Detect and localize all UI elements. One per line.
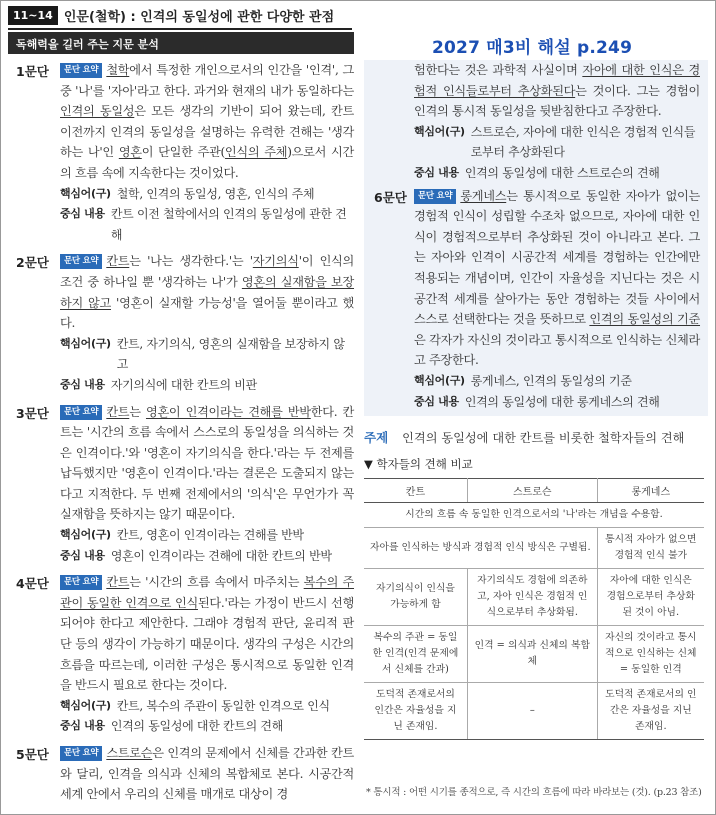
main-content-text: 인격의 동일성에 대한 스트로슨의 견해 — [464, 165, 660, 180]
paragraph-label: 2문단 — [16, 255, 49, 271]
comparison-cell: 자아에 대한 인식은 경험으로부터 추상화된 것이 아님. — [597, 569, 704, 626]
main-content-text: 자기의식에 대한 칸트의 비판 — [110, 377, 257, 392]
main-content-row — [60, 716, 354, 737]
paragraph-1 — [8, 60, 354, 245]
paragraph-6-label: 6문단 — [374, 189, 407, 205]
source-watermark: 2027 매3비 해설 p.249 — [432, 38, 633, 58]
main-content-label: 중심 내용 — [414, 165, 459, 179]
comparison-cell: 통시적 자아가 없으면 경험적 인식 불가 — [597, 528, 704, 569]
paragraph-text — [60, 402, 354, 526]
topic-row — [364, 428, 708, 448]
text-segment: 는 '시간의 흐름 속에서 마주치는 — [129, 575, 304, 590]
comparison-cell: 인격 = 의식과 신체의 복합체 — [467, 626, 597, 683]
core-keywords-text: 칸트, 영혼이 인격이라는 견해를 반박 — [116, 528, 304, 543]
main-content-label: 중심 내용 — [60, 548, 105, 562]
text-segment: 은 각자가 자신의 것이라고 통시적으로 인식하는 신체라고 주장한다. — [414, 332, 700, 368]
paragraph-label: 3문단 — [16, 405, 49, 421]
comparison-header-row — [364, 479, 704, 503]
underlined-key-phrase: 인격의 동일성 — [60, 104, 135, 119]
topic-label: 주제 — [364, 430, 389, 446]
core-keywords-label: 핵심어(구) — [414, 373, 465, 387]
core-keywords-label: 핵심어(구) — [60, 698, 111, 712]
core-keywords-text: 롱게네스, 인격의 동일성의 기준 — [470, 373, 632, 388]
comparison-cell: 복수의 주관 = 동일한 인격(인격 문제에서 신체를 간과) — [364, 626, 467, 683]
main-content-row — [60, 546, 354, 567]
comparison-cell: 자아를 인식하는 방식과 경험적 인식 방식은 구별됨. — [364, 528, 597, 569]
summary-badge: 문단 요약 — [60, 405, 102, 420]
passage-title: 인문(철학) : 인격의 동일성에 관한 다양한 관점 — [63, 9, 335, 25]
main-content-row — [414, 392, 700, 413]
topic-text: 인격의 동일성에 대한 칸트를 비롯한 철학자들의 견해 — [402, 431, 685, 446]
core-keywords-label: 핵심어(구) — [414, 124, 465, 138]
underlined-key-phrase: 철학 — [106, 63, 130, 77]
question-header — [2, 4, 714, 26]
main-content-label: 중심 내용 — [414, 394, 459, 408]
main-content-text: 인격의 동일성에 대한 칸트의 견해 — [110, 719, 283, 734]
comparison-cell: – — [467, 683, 597, 740]
core-keywords-text: 칸트, 자기의식, 영혼의 실재함을 보장하지 않고 — [116, 336, 345, 372]
question-number-badge: 11~14 — [8, 6, 58, 25]
text-segment: '이 인식의 조건 중 하나일 뿐 '생각하는 나'가 — [60, 254, 354, 289]
underlined-key-phrase: 영혼 — [118, 145, 142, 160]
paragraph-5 — [8, 743, 354, 805]
header-longuenesse: 롱게네스 — [597, 479, 704, 503]
main-content-row — [60, 375, 354, 396]
main-content-row — [372, 163, 700, 184]
paragraph-6-text — [414, 186, 700, 371]
analysis-continuation — [364, 60, 708, 416]
paragraph-text — [60, 743, 354, 805]
comparison-title: ▼ 학자들의 견해 비교 — [364, 457, 473, 472]
underlined-key-phrase: 자아에 대한 인식은 경험적 인식들로부터 추상화된다 — [414, 63, 700, 98]
comparison-cell: 시간의 흐름 속 동일한 인격으로서의 '나'라는 개념을 수용함. — [364, 503, 704, 528]
comparison-table — [364, 478, 704, 740]
text-segment: )으로서 시간의 흐름 속에 지속한다는 것이었다. — [60, 145, 354, 180]
core-keywords-row — [372, 122, 700, 163]
core-keywords-row — [60, 334, 354, 375]
core-keywords-text: 철학, 인격의 동일성, 영혼, 인식의 주체 — [116, 186, 315, 201]
text-segment: '영혼이 실재할 가능성'을 열어둘 뿐이라고 했다. — [60, 295, 355, 331]
underlined-key-phrase: 스트로슨 — [106, 746, 153, 760]
main-content-label: 중심 내용 — [60, 207, 105, 221]
text-segment: 는 '나는 생각한다.'는 ' — [129, 254, 253, 269]
paragraph-text — [60, 60, 354, 184]
main-content-text: 인격의 동일성에 대한 롱게네스의 견해 — [464, 394, 660, 409]
header-kant: 칸트 — [364, 479, 467, 503]
main-content-label: 중심 내용 — [60, 377, 105, 391]
comparison-cell: 도덕적 존재로서의 인간은 자율성을 지닌 존재임. — [597, 683, 704, 740]
comparison-row — [364, 626, 704, 683]
core-keywords-text: 스트로슨, 자아에 대한 인식은 경험적 인식들로부터 추상화된다 — [470, 124, 696, 160]
summary-badge: 문단 요약 — [414, 189, 456, 204]
main-content-row — [60, 204, 354, 245]
underlined-key-phrase: 칸트 — [106, 404, 130, 419]
comparison-cell: 자신의 것이라고 통시적으로 인식하는 신체 = 동일한 인격 — [597, 626, 704, 683]
summary-badge: 문단 요약 — [60, 63, 102, 78]
comparison-cell: 자기의식도 경험에 의존하고, 자아 인식은 경험적 인식으로부터 추상화됨. — [467, 569, 597, 626]
main-content-text: 칸트 이전 철학에서의 인격의 동일성에 관한 견해 — [110, 207, 347, 242]
core-keywords-row — [414, 371, 700, 392]
underlined-key-phrase: 인식의 주체 — [224, 145, 288, 160]
footnote: * 통시적 : 어떤 시기를 종적으로, 즉 시간의 흐름에 따라 바라보는 (것). (p.23 참조) — [366, 787, 702, 798]
underlined-key-phrase: 칸트 — [106, 575, 130, 590]
core-keywords-row — [60, 525, 354, 546]
paragraph-label: 4문단 — [16, 576, 49, 592]
paragraph-text — [60, 251, 354, 333]
paragraph-2 — [8, 251, 354, 395]
right-column — [364, 60, 708, 740]
section-bar: 독해력을 길러 주는 지문 분석 — [8, 32, 354, 54]
main-content-text: 영혼이 인격이라는 견해에 대한 칸트의 반박 — [110, 548, 332, 563]
comparison-row — [364, 503, 704, 528]
continued-paragraph-text — [372, 60, 700, 122]
core-keywords-text: 칸트, 복수의 주관이 동일한 인격으로 인식 — [116, 698, 330, 713]
comparison-cell: 도덕적 존재로서의 인간은 자율성을 지닌 존재임. — [364, 683, 467, 740]
paragraph-text — [60, 572, 354, 696]
text-segment: 험한다는 것은 과학적 사실이며 — [414, 63, 583, 77]
header-strawson: 스트로슨 — [467, 479, 597, 503]
text-segment: 는 것이다. 그는 경험이 인격의 통시적 동일성을 뒷받침한다고 주장한다. — [414, 83, 700, 119]
header-rule — [8, 28, 352, 30]
underlined-key-phrase: 자기의식 — [252, 254, 299, 269]
left-column — [8, 32, 354, 805]
text-segment: 는 통시적으로 동일한 자아가 없이는 경험적 인식이 성립할 수조차 없으므로, 자아에 대한 인식이 경험적으로부터 추상화된 것이 아니라고 본다. 그는 자아와 인격이 시공간적 세계를 경험하는 인간에만 적용되는 개념이며, 인간이 자율성을 지닌다는 것은 시공간적 세계를 살아가는 동안 경험하는 것들 사이에서 스스로 선택한다는 것을 뜻하므로 — [414, 188, 700, 327]
core-keywords-label: 핵심어(구) — [60, 186, 111, 200]
text-segment: 이 단일한 주관( — [141, 145, 225, 160]
comparison-cell: 자기의식이 인식을 가능하게 함 — [364, 569, 467, 626]
text-segment: 된다.'라는 가정이 반드시 선행되어야 한다고 제안한다. 그래야 경험적 판단, 윤리적 판단 등의 생각이 가능하기 때문이다. 생각의 구성은 시간의 흐름을 따르는데, 이러한 구성은 통시적으로 동일한 인격을 반드시 필요로 한다는 것이다. — [60, 595, 354, 693]
core-keywords-row — [60, 184, 354, 205]
underlined-key-phrase: 롱게네스 — [460, 188, 507, 203]
paragraph-list — [8, 60, 354, 805]
comparison-row — [364, 569, 704, 626]
text-segment: 에서 특정한 개인으로서의 인간을 '인격', 그중 '나'를 '자아'라고 한다. 과거와 현재의 내가 동일하다는 — [60, 63, 354, 98]
underlined-key-phrase: 복수의 주관이 동일한 인격으로 인식 — [60, 575, 355, 610]
comparison-body — [364, 503, 704, 740]
paragraph-label: 5문단 — [16, 747, 49, 762]
underlined-key-phrase: 영혼의 실재함을 보장하지 않고 — [60, 274, 355, 310]
text-segment: 은 인격의 문제에서 신체를 간과한 칸트와 달리, 인격을 의식과 신체의 복합체로 본다. 시공간적 세계 안에서 우리의 신체를 매개로 대상이 경 — [60, 746, 354, 802]
underlined-key-phrase: 영혼이 인격이라는 견해를 반박 — [145, 404, 311, 419]
underlined-key-phrase: 인격의 동일성의 기준 — [589, 312, 701, 327]
core-keywords-label: 핵심어(구) — [60, 528, 111, 542]
main-content-label: 중심 내용 — [60, 719, 105, 733]
paragraph-3 — [8, 402, 354, 567]
core-keywords-label: 핵심어(구) — [60, 336, 111, 350]
underlined-key-phrase: 칸트 — [106, 254, 130, 269]
summary-badge: 문단 요약 — [60, 575, 102, 590]
summary-badge: 문단 요약 — [60, 746, 102, 761]
core-keywords-row — [60, 696, 354, 717]
text-segment: 은 모든 생각의 기반이 되어 왔는데, 칸트 이전까지 인격의 동일성을 설명하는 유력한 견해는 '생각하는 나'인 — [60, 104, 354, 160]
comparison-row — [364, 528, 704, 569]
comparison-row — [364, 683, 704, 740]
paragraph-6 — [372, 186, 700, 413]
paragraph-label: 1문단 — [16, 64, 49, 79]
text-segment: 한다. 칸트는 '시간의 흐름 속에서 스스로의 동일성을 의식하는 것은 인격이다.'와 '영혼이 자기의식을 한다.'라는 두 전제를 납득했지만 '영혼이 인격이다.'라는 결론은 도출되지 않는다고 지적한다. 두 번째 전제에서의 '의식'은 무언가가 꼭 실재함을 뜻하지는 않기 때문이다. — [60, 404, 354, 522]
summary-badge: 문단 요약 — [60, 254, 102, 269]
text-segment: 는 — [129, 404, 146, 419]
paragraph-4 — [8, 572, 354, 737]
